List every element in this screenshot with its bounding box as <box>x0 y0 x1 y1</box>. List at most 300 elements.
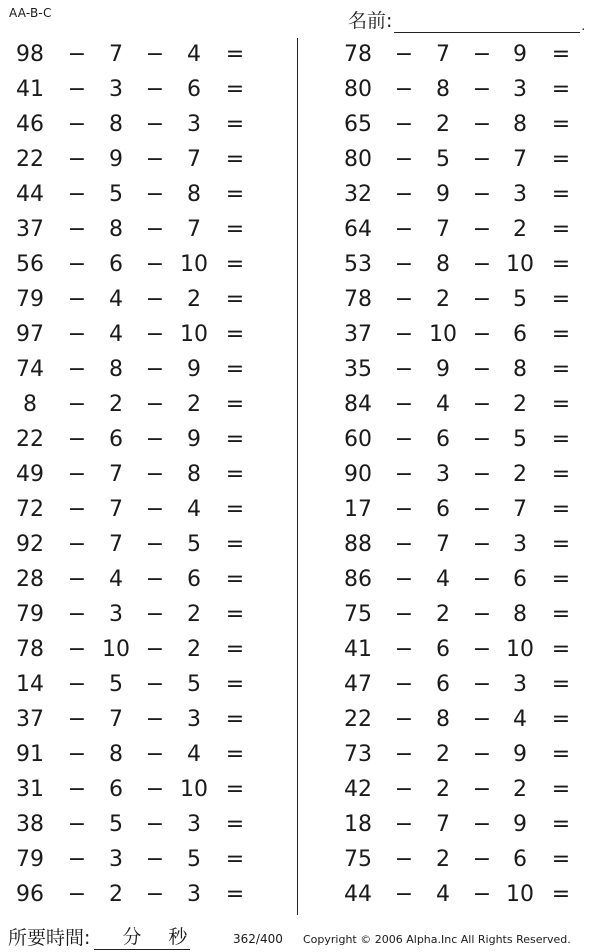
third-number: 8 <box>513 602 527 627</box>
minus-sign: − <box>472 707 492 732</box>
minus-sign: − <box>67 777 87 802</box>
first-number: 32 <box>344 182 372 207</box>
second-number: 8 <box>109 112 123 137</box>
minus-sign: − <box>145 182 165 207</box>
minus-sign: − <box>394 637 414 662</box>
minus-sign: − <box>67 812 87 837</box>
second-number: 7 <box>109 532 123 557</box>
third-number: 5 <box>513 287 527 312</box>
equals-sign: = <box>551 427 571 452</box>
minus-sign: − <box>394 497 414 522</box>
third-number: 6 <box>513 847 527 872</box>
equals-sign: = <box>551 812 571 837</box>
third-number: 4 <box>513 707 527 732</box>
second-number: 8 <box>436 77 450 102</box>
minus-sign: − <box>472 532 492 557</box>
minus-sign: − <box>67 707 87 732</box>
minus-sign: − <box>67 567 87 592</box>
third-number: 5 <box>187 532 201 557</box>
third-number: 3 <box>187 707 201 732</box>
copyright-notice: Copyright © 2006 Alpha.Inc All Rights Reserved. <box>303 933 571 946</box>
problem-row <box>0 318 296 353</box>
third-number: 4 <box>187 497 201 522</box>
first-number: 73 <box>344 742 372 767</box>
third-number: 8 <box>187 182 201 207</box>
third-number: 10 <box>506 252 534 277</box>
minus-sign: − <box>394 812 414 837</box>
name-field-group <box>348 6 585 33</box>
worksheet-code: AA-B-C <box>9 6 52 20</box>
problem-row <box>300 73 600 108</box>
minus-sign: − <box>67 77 87 102</box>
third-number: 8 <box>513 112 527 137</box>
problem-row <box>0 738 296 773</box>
minus-sign: − <box>394 42 414 67</box>
equals-sign: = <box>225 742 245 767</box>
minus-sign: − <box>394 287 414 312</box>
minus-sign: − <box>394 602 414 627</box>
minus-sign: − <box>145 847 165 872</box>
minus-sign: − <box>67 147 87 172</box>
problem-row <box>300 703 600 738</box>
minus-sign: − <box>67 112 87 137</box>
second-number: 2 <box>436 602 450 627</box>
second-number: 6 <box>109 427 123 452</box>
problem-row <box>300 143 600 178</box>
third-number: 3 <box>513 532 527 557</box>
minus-sign: − <box>394 112 414 137</box>
minus-sign: − <box>472 882 492 907</box>
minus-sign: − <box>472 427 492 452</box>
minus-sign: − <box>394 147 414 172</box>
equals-sign: = <box>225 532 245 557</box>
second-number: 6 <box>436 672 450 697</box>
first-number: 75 <box>344 602 372 627</box>
problem-row <box>0 668 296 703</box>
second-number: 7 <box>109 497 123 522</box>
minus-sign: − <box>145 637 165 662</box>
first-number: 22 <box>16 147 44 172</box>
minus-sign: − <box>67 532 87 557</box>
minus-sign: − <box>472 252 492 277</box>
minus-sign: − <box>394 707 414 732</box>
equals-sign: = <box>225 882 245 907</box>
problem-row <box>0 388 296 423</box>
first-number: 98 <box>16 42 44 67</box>
first-number: 56 <box>16 252 44 277</box>
first-number: 91 <box>16 742 44 767</box>
problem-row <box>0 878 296 913</box>
first-number: 49 <box>16 462 44 487</box>
minus-sign: − <box>472 777 492 802</box>
second-number: 3 <box>109 847 123 872</box>
minus-sign: − <box>394 777 414 802</box>
problem-row <box>0 598 296 633</box>
problem-row <box>0 773 296 808</box>
equals-sign: = <box>551 392 571 417</box>
first-number: 44 <box>16 182 44 207</box>
third-number: 8 <box>513 357 527 382</box>
second-number: 2 <box>436 287 450 312</box>
equals-sign: = <box>225 357 245 382</box>
minus-sign: − <box>472 567 492 592</box>
second-number: 7 <box>109 42 123 67</box>
equals-sign: = <box>225 252 245 277</box>
third-number: 7 <box>513 147 527 172</box>
minus-sign: − <box>472 462 492 487</box>
equals-sign: = <box>551 357 571 382</box>
first-number: 79 <box>16 602 44 627</box>
problem-row <box>0 458 296 493</box>
third-number: 6 <box>513 322 527 347</box>
second-number: 7 <box>436 812 450 837</box>
third-number: 3 <box>513 672 527 697</box>
minus-sign: − <box>472 322 492 347</box>
first-number: 90 <box>344 462 372 487</box>
first-number: 22 <box>16 427 44 452</box>
problem-row <box>0 73 296 108</box>
minus-sign: − <box>145 567 165 592</box>
minus-sign: − <box>394 357 414 382</box>
minus-sign: − <box>67 217 87 242</box>
third-number: 2 <box>513 217 527 242</box>
problem-row <box>0 213 296 248</box>
equals-sign: = <box>551 637 571 662</box>
third-number: 9 <box>513 742 527 767</box>
first-number: 31 <box>16 777 44 802</box>
problem-row <box>300 388 600 423</box>
problem-row <box>300 528 600 563</box>
problem-row <box>300 248 600 283</box>
equals-sign: = <box>551 42 571 67</box>
first-number: 22 <box>344 707 372 732</box>
minus-sign: − <box>394 567 414 592</box>
equals-sign: = <box>225 182 245 207</box>
second-number: 8 <box>109 742 123 767</box>
problem-row <box>300 598 600 633</box>
minus-sign: − <box>145 497 165 522</box>
equals-sign: = <box>551 287 571 312</box>
name-label: 名前: <box>348 10 393 32</box>
problem-row <box>300 353 600 388</box>
equals-sign: = <box>225 322 245 347</box>
equals-sign: = <box>551 567 571 592</box>
minus-sign: − <box>472 742 492 767</box>
name-input-line[interactable] <box>394 12 580 33</box>
second-number: 6 <box>109 252 123 277</box>
equals-sign: = <box>551 672 571 697</box>
problem-row <box>300 318 600 353</box>
second-number: 6 <box>436 427 450 452</box>
first-number: 78 <box>16 637 44 662</box>
third-number: 9 <box>513 42 527 67</box>
second-number: 7 <box>109 462 123 487</box>
minus-sign: − <box>67 637 87 662</box>
second-number: 3 <box>109 77 123 102</box>
minus-sign: − <box>472 602 492 627</box>
third-number: 2 <box>187 392 201 417</box>
third-number: 9 <box>187 357 201 382</box>
third-number: 3 <box>187 112 201 137</box>
minus-sign: − <box>67 882 87 907</box>
problem-row <box>0 108 296 143</box>
minus-sign: − <box>394 182 414 207</box>
minus-sign: − <box>145 742 165 767</box>
minus-sign: − <box>67 497 87 522</box>
first-number: 88 <box>344 532 372 557</box>
third-number: 10 <box>180 322 208 347</box>
problem-row <box>300 108 600 143</box>
minus-sign: − <box>67 392 87 417</box>
problem-row <box>300 423 600 458</box>
problem-row <box>300 178 600 213</box>
problem-row <box>300 808 600 843</box>
minus-sign: − <box>67 462 87 487</box>
minus-sign: − <box>472 497 492 522</box>
equals-sign: = <box>551 602 571 627</box>
first-number: 78 <box>344 287 372 312</box>
minus-sign: − <box>67 602 87 627</box>
second-number: 3 <box>109 602 123 627</box>
minus-sign: − <box>145 322 165 347</box>
minus-sign: − <box>394 77 414 102</box>
problem-row <box>0 528 296 563</box>
first-number: 37 <box>16 217 44 242</box>
minus-sign: − <box>472 287 492 312</box>
first-number: 86 <box>344 567 372 592</box>
second-number: 5 <box>109 812 123 837</box>
first-number: 53 <box>344 252 372 277</box>
equals-sign: = <box>225 777 245 802</box>
first-number: 75 <box>344 847 372 872</box>
problem-row <box>0 843 296 878</box>
equals-sign: = <box>225 112 245 137</box>
minus-sign: − <box>472 357 492 382</box>
minus-sign: − <box>145 147 165 172</box>
second-number: 5 <box>436 147 450 172</box>
second-number: 9 <box>436 357 450 382</box>
minus-sign: − <box>394 392 414 417</box>
third-number: 5 <box>513 427 527 452</box>
minus-sign: − <box>67 742 87 767</box>
equals-sign: = <box>551 462 571 487</box>
minus-sign: − <box>67 672 87 697</box>
equals-sign: = <box>225 672 245 697</box>
second-number: 8 <box>109 217 123 242</box>
minus-sign: − <box>67 847 87 872</box>
problem-row <box>0 423 296 458</box>
first-number: 97 <box>16 322 44 347</box>
first-number: 14 <box>16 672 44 697</box>
first-number: 74 <box>16 357 44 382</box>
minus-sign: − <box>145 42 165 67</box>
minus-sign: − <box>67 357 87 382</box>
third-number: 5 <box>187 847 201 872</box>
time-taken-field[interactable] <box>94 927 190 950</box>
first-number: 18 <box>344 812 372 837</box>
problem-row <box>0 38 296 73</box>
second-number: 3 <box>436 462 450 487</box>
third-number: 10 <box>180 777 208 802</box>
third-number: 10 <box>506 637 534 662</box>
third-number: 2 <box>513 777 527 802</box>
minus-sign: − <box>472 77 492 102</box>
equals-sign: = <box>551 742 571 767</box>
right-problem-column <box>300 38 600 913</box>
minus-sign: − <box>394 672 414 697</box>
equals-sign: = <box>551 252 571 277</box>
second-number: 8 <box>109 357 123 382</box>
problem-row <box>300 668 600 703</box>
second-number: 4 <box>109 287 123 312</box>
minus-sign: − <box>472 217 492 242</box>
time-taken-label: 所要時間: <box>8 927 91 949</box>
first-number: 80 <box>344 77 372 102</box>
problem-row <box>300 563 600 598</box>
equals-sign: = <box>225 567 245 592</box>
third-number: 4 <box>187 42 201 67</box>
third-number: 3 <box>187 812 201 837</box>
equals-sign: = <box>551 497 571 522</box>
problem-row <box>0 283 296 318</box>
third-number: 10 <box>180 252 208 277</box>
second-number: 4 <box>436 392 450 417</box>
first-number: 35 <box>344 357 372 382</box>
equals-sign: = <box>551 217 571 242</box>
minus-sign: − <box>145 532 165 557</box>
problem-row <box>0 248 296 283</box>
third-number: 3 <box>513 182 527 207</box>
second-number: 2 <box>109 392 123 417</box>
second-number: 2 <box>436 742 450 767</box>
first-number: 65 <box>344 112 372 137</box>
third-number: 2 <box>187 287 201 312</box>
equals-sign: = <box>551 707 571 732</box>
page-number: 362/400 <box>233 932 283 946</box>
first-number: 80 <box>344 147 372 172</box>
minus-sign: − <box>394 462 414 487</box>
equals-sign: = <box>551 847 571 872</box>
third-number: 6 <box>187 77 201 102</box>
minutes-unit: 分 <box>122 926 142 948</box>
second-number: 4 <box>436 567 450 592</box>
third-number: 9 <box>187 427 201 452</box>
third-number: 4 <box>187 742 201 767</box>
problem-row <box>0 493 296 528</box>
problem-row <box>300 493 600 528</box>
third-number: 10 <box>506 882 534 907</box>
minus-sign: − <box>145 217 165 242</box>
first-number: 38 <box>16 812 44 837</box>
equals-sign: = <box>225 147 245 172</box>
minus-sign: − <box>145 462 165 487</box>
second-number: 2 <box>436 777 450 802</box>
third-number: 2 <box>513 462 527 487</box>
minus-sign: − <box>145 882 165 907</box>
minus-sign: − <box>67 182 87 207</box>
minus-sign: − <box>145 252 165 277</box>
third-number: 8 <box>187 462 201 487</box>
minus-sign: − <box>394 742 414 767</box>
first-number: 79 <box>16 287 44 312</box>
third-number: 3 <box>187 882 201 907</box>
first-number: 41 <box>344 637 372 662</box>
third-number: 6 <box>513 567 527 592</box>
equals-sign: = <box>551 322 571 347</box>
first-number: 44 <box>344 882 372 907</box>
minus-sign: − <box>472 42 492 67</box>
minus-sign: − <box>394 252 414 277</box>
second-number: 5 <box>109 672 123 697</box>
minus-sign: − <box>145 427 165 452</box>
equals-sign: = <box>225 287 245 312</box>
equals-sign: = <box>551 147 571 172</box>
third-number: 2 <box>187 637 201 662</box>
second-number: 8 <box>436 252 450 277</box>
second-number: 6 <box>109 777 123 802</box>
equals-sign: = <box>225 462 245 487</box>
left-problem-column <box>0 38 296 913</box>
column-divider <box>297 38 298 915</box>
second-number: 5 <box>109 182 123 207</box>
second-number: 10 <box>102 637 130 662</box>
problem-row <box>0 178 296 213</box>
minus-sign: − <box>145 707 165 732</box>
equals-sign: = <box>551 112 571 137</box>
minus-sign: − <box>145 392 165 417</box>
first-number: 60 <box>344 427 372 452</box>
first-number: 37 <box>344 322 372 347</box>
equals-sign: = <box>551 77 571 102</box>
equals-sign: = <box>225 847 245 872</box>
second-number: 7 <box>436 217 450 242</box>
equals-sign: = <box>225 392 245 417</box>
minus-sign: − <box>145 672 165 697</box>
minus-sign: − <box>145 112 165 137</box>
equals-sign: = <box>551 182 571 207</box>
equals-sign: = <box>225 427 245 452</box>
equals-sign: = <box>551 777 571 802</box>
third-number: 7 <box>187 147 201 172</box>
second-number: 6 <box>436 637 450 662</box>
first-number: 96 <box>16 882 44 907</box>
equals-sign: = <box>225 707 245 732</box>
equals-sign: = <box>225 77 245 102</box>
first-number: 72 <box>16 497 44 522</box>
problem-row <box>0 353 296 388</box>
minus-sign: − <box>67 322 87 347</box>
first-number: 41 <box>16 77 44 102</box>
problem-row <box>300 458 600 493</box>
minus-sign: − <box>394 427 414 452</box>
minus-sign: − <box>394 882 414 907</box>
problem-row <box>0 633 296 668</box>
first-number: 64 <box>344 217 372 242</box>
second-number: 7 <box>109 707 123 732</box>
third-number: 5 <box>187 672 201 697</box>
problem-row <box>300 738 600 773</box>
problem-row <box>300 773 600 808</box>
third-number: 6 <box>187 567 201 592</box>
second-number: 9 <box>109 147 123 172</box>
seconds-unit: 秒 <box>168 926 188 948</box>
first-number: 42 <box>344 777 372 802</box>
minus-sign: − <box>472 637 492 662</box>
first-number: 84 <box>344 392 372 417</box>
time-taken-group <box>8 923 190 950</box>
minus-sign: − <box>472 847 492 872</box>
second-number: 9 <box>436 182 450 207</box>
